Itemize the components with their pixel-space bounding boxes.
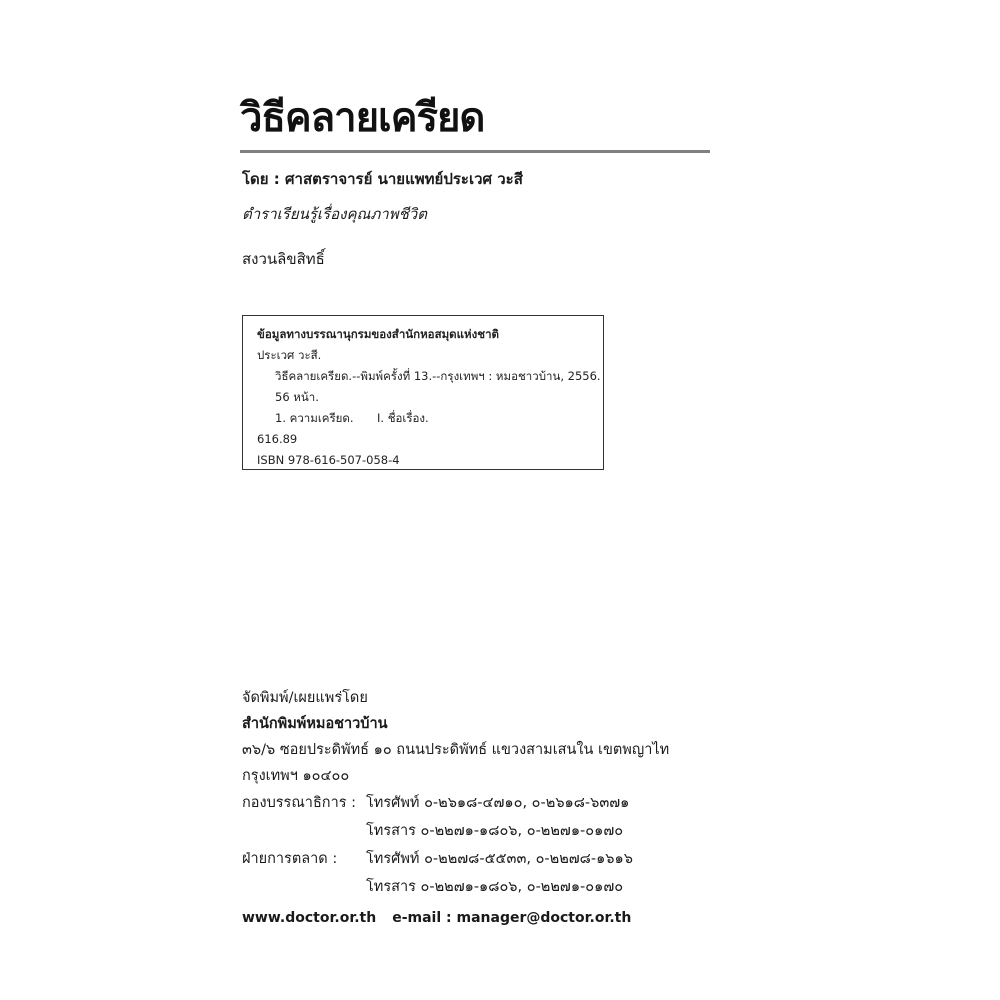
cip-author: ประเวศ วะสี. <box>257 348 322 362</box>
editorial-fax-row <box>242 817 669 845</box>
editorial-fax: โทรสาร ๐-๒๒๗๑-๑๘๐๖, ๐-๒๒๗๑-๐๑๗๐ <box>366 823 624 839</box>
copyright-notice: สงวนลิขสิทธิ์ <box>242 250 325 268</box>
website-link[interactable]: www.doctor.or.th <box>242 910 377 926</box>
title-divider <box>240 150 710 153</box>
marketing-label: ฝ่ายการตลาด : <box>242 851 338 867</box>
editorial-label: กองบรรณาธิการ : <box>242 795 356 811</box>
cataloging-in-publication-box <box>242 315 604 470</box>
email-link[interactable]: e-mail : manager@doctor.or.th <box>392 910 632 926</box>
cip-subject-2: I. ชื่อเรื่อง. <box>377 411 429 425</box>
cip-classification: 616.89 <box>257 432 298 446</box>
cip-pages: 56 หน้า. <box>275 390 319 404</box>
author-line: โดย : ศาสตราจารย์ นายแพทย์ประเวศ วะสี <box>242 170 523 188</box>
marketing-fax-row <box>242 873 669 901</box>
publisher-label: จัดพิมพ์/เผยแพร่โดย <box>242 690 368 706</box>
editorial-phone: โทรศัพท์ ๐-๒๖๑๘-๔๗๑๐, ๐-๒๖๑๘-๖๓๗๑ <box>366 795 630 811</box>
publisher-address-1: ๓๖/๖ ซอยประดิพัทธ์ ๑๐ ถนนประดิพัทธ์ แขวงสามเสนใน เขตพญาไท <box>242 742 670 758</box>
cip-isbn: ISBN 978-616-507-058-4 <box>257 453 400 467</box>
book-title: วิธีคลายเครียด <box>240 95 485 141</box>
series-name: ตำราเรียนรู้เรื่องคุณภาพชีวิต <box>242 205 427 223</box>
cip-heading: ข้อมูลทางบรรณานุกรมของสำนักหอสมุดแห่งชาติ <box>257 327 499 341</box>
marketing-phone-row <box>242 845 669 873</box>
publisher-name: สำนักพิมพ์หมอชาวบ้าน <box>242 716 388 732</box>
web-contact-line <box>242 905 631 931</box>
cip-subjects <box>257 408 603 429</box>
cip-subject-1: 1. ความเครียด. <box>275 411 354 425</box>
editorial-phone-row <box>242 789 669 817</box>
marketing-fax: โทรสาร ๐-๒๒๗๑-๑๘๐๖, ๐-๒๒๗๑-๐๑๗๐ <box>366 879 624 895</box>
publisher-address-2: กรุงเทพฯ ๑๐๔๐๐ <box>242 768 350 784</box>
cip-title-publication: วิธีคลายเครียด.--พิมพ์ครั้งที่ 13.--กรุงเทพฯ : หมอชาวบ้าน, 2556. <box>275 369 601 383</box>
marketing-phone: โทรศัพท์ ๐-๒๒๗๘-๕๕๓๓, ๐-๒๒๗๘-๑๖๑๖ <box>366 851 633 867</box>
publisher-info <box>242 685 669 901</box>
